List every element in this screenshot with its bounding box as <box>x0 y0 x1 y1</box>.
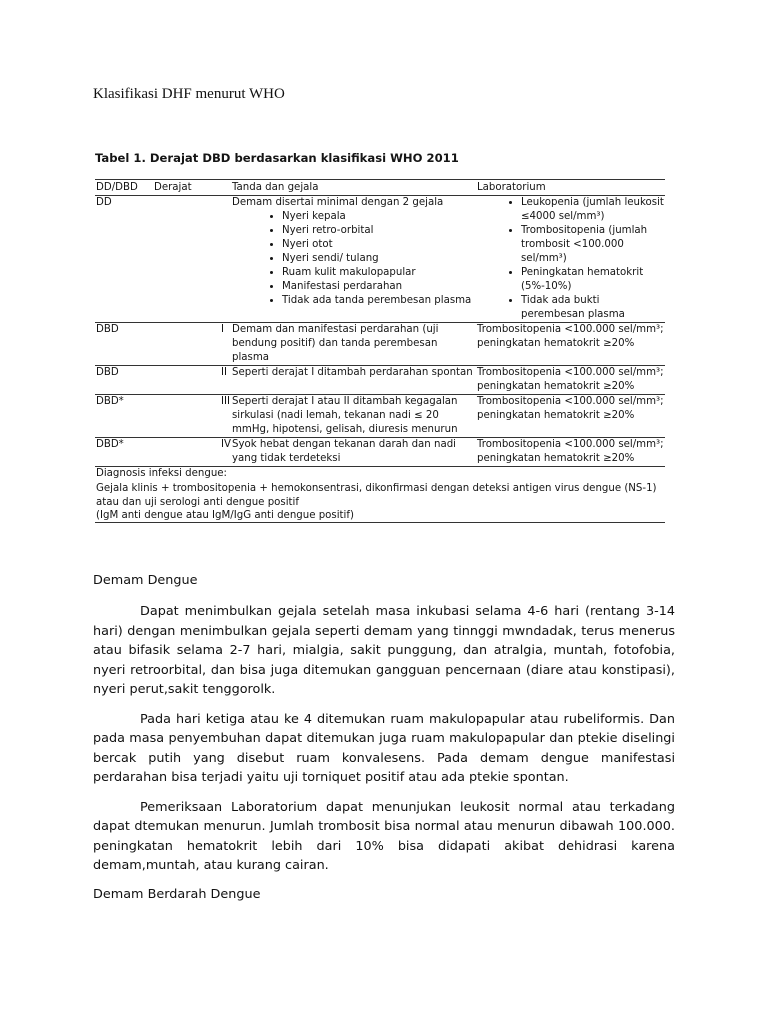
table-footnote <box>95 467 665 523</box>
list-item: • Trombositopenia (jumlah trombosit <100.000 sel/mm³) <box>521 224 665 266</box>
footnote-line-1: Gejala klinis + trombositopenia + hemokonsentrasi, dikonfirmasi dengan deteksi antigen virus dengue (NS-1) <box>96 482 657 494</box>
paragraph: Pemeriksaan Laboratorium dapat menunjukan leukosit normal atau terkadang dapat dtemukan menurun. Jumlah trombosit bisa normal atau menurun dibawah 100.000. peningkatan hematokrit lebih dari 10% bisa didapati akibat dehidrasi karena demam,muntah, atau kurang cairan. <box>93 799 675 873</box>
list-item: • Ruam kulit makulopapular <box>282 266 476 280</box>
list-item: • Nyeri otot <box>282 238 476 252</box>
cell-symptoms: Seperti derajat I ditambah perdarahan spontan <box>231 366 476 395</box>
table-row-dbd-2 <box>95 366 665 395</box>
table-footnote-row <box>95 467 665 523</box>
cell-lab <box>476 196 665 323</box>
list-item: • Manifestasi perdarahan <box>282 280 476 294</box>
table-row-dbd-4 <box>95 438 665 467</box>
cell-type: DBD <box>95 323 153 366</box>
paragraph: Dapat menimbulkan gejala setelah masa inkubasi selama 4-6 hari (rentang 3-14 hari) dengan menimbulkan gejala seperti demam yang tinnggi mwndadak, terus menerus atau bifasik selama 2-7 hari, mialgia, sakit punggung, dan atralgia, muntah, fotofobia, nyeri retroorbital, dan bisa juga ditemukan gangguan pencernaan (diare atau konstipasi), nyeri perut,sakit tenggorolk. <box>93 604 675 697</box>
list-item: • Nyeri retro-orbital <box>282 224 476 238</box>
cell-type: DD <box>95 196 153 323</box>
classification-table-block <box>95 151 665 523</box>
cell-lab: Trombositopenia <100.000 sel/mm³; peningkatan hematokrit ≥20% <box>476 438 665 467</box>
table-caption: Tabel 1. Derajat DBD berdasarkan klasifikasi WHO 2011 <box>95 151 459 165</box>
symptoms-intro: Demam disertai minimal dengan 2 gejala <box>232 197 444 208</box>
cell-grade: III <box>153 395 231 438</box>
header-dd-dbd: DD/DBD <box>95 180 153 196</box>
cell-type: DBD* <box>95 395 153 438</box>
cell-type: DBD* <box>95 438 153 467</box>
list-item: • Tidak ada bukti perembesan plasma <box>521 294 665 322</box>
document-body <box>93 572 675 904</box>
dbd-classification-table <box>95 179 665 523</box>
header-derajat: Derajat <box>153 180 231 196</box>
cell-symptoms: Seperti derajat I atau II ditambah kegagalan sirkulasi (nadi lemah, tekanan nadi ≤ 20 mmHg, hipotensi, gelisah, diuresis menurun <box>231 395 476 438</box>
cell-type: DBD <box>95 366 153 395</box>
list-item: • Tidak ada tanda perembesan plasma <box>282 294 476 308</box>
cell-symptoms: Syok hebat dengan tekanan darah dan nadi yang tidak terdeteksi <box>231 438 476 467</box>
symptoms-list <box>232 210 476 308</box>
table-header-row <box>95 180 665 196</box>
cell-grade: II <box>153 366 231 395</box>
section-heading-demam-dengue: Demam Dengue <box>93 573 198 588</box>
cell-grade <box>153 196 231 323</box>
table-row-dbd-1 <box>95 323 665 366</box>
paragraph: Pada hari ketiga atau ke 4 ditemukan ruam makulopapular atau rubeliformis. Dan pada masa penyembuhan dapat ditemukan juga ruam makulopapular dan ptekie diselingi bercak putih yang disebut ruam konvalesens. Pada demam dengue manifestasi perdarahan bisa terjadi yaitu uji torniquet positif atau ada ptekie spontan. <box>93 711 675 785</box>
table-row-dd <box>95 196 665 323</box>
list-item: • Nyeri kepala <box>282 210 476 224</box>
cell-symptoms: Demam dan manifestasi perdarahan (uji bendung positif) dan tanda perembesan plasma <box>231 323 476 366</box>
list-item: • Nyeri sendi/ tulang <box>282 252 476 266</box>
footnote-line-2: atau dan uji serologi anti dengue positif <box>96 497 299 508</box>
cell-lab: Trombositopenia <100.000 sel/mm³; peningkatan hematokrit ≥20% <box>476 366 665 395</box>
lab-list <box>477 196 665 322</box>
table-row-dbd-3 <box>95 395 665 438</box>
cell-lab: Trombositopenia <100.000 sel/mm³; peningkatan hematokrit ≥20% <box>476 323 665 366</box>
footnote-title: Diagnosis infeksi dengue: <box>96 468 227 479</box>
footnote-line-3: (IgM anti dengue atau IgM/IgG anti dengue positif) <box>96 510 354 521</box>
list-item: • Peningkatan hematokrit (5%-10%) <box>521 266 665 294</box>
list-item: • Leukopenia (jumlah leukosit ≤4000 sel/mm³) <box>521 196 665 224</box>
section-heading-demam-berdarah-dengue: Demam Berdarah Dengue <box>93 886 261 902</box>
cell-grade: I <box>153 323 231 366</box>
header-tanda-gejala: Tanda dan gejala <box>231 180 476 196</box>
cell-symptoms <box>231 196 476 323</box>
document-title: Klasifikasi DHF menurut WHO <box>93 86 285 102</box>
header-laboratorium: Laboratorium <box>476 180 665 196</box>
cell-lab: Trombositopenia <100.000 sel/mm³; peningkatan hematokrit ≥20% <box>476 395 665 438</box>
cell-grade: IV <box>153 438 231 467</box>
